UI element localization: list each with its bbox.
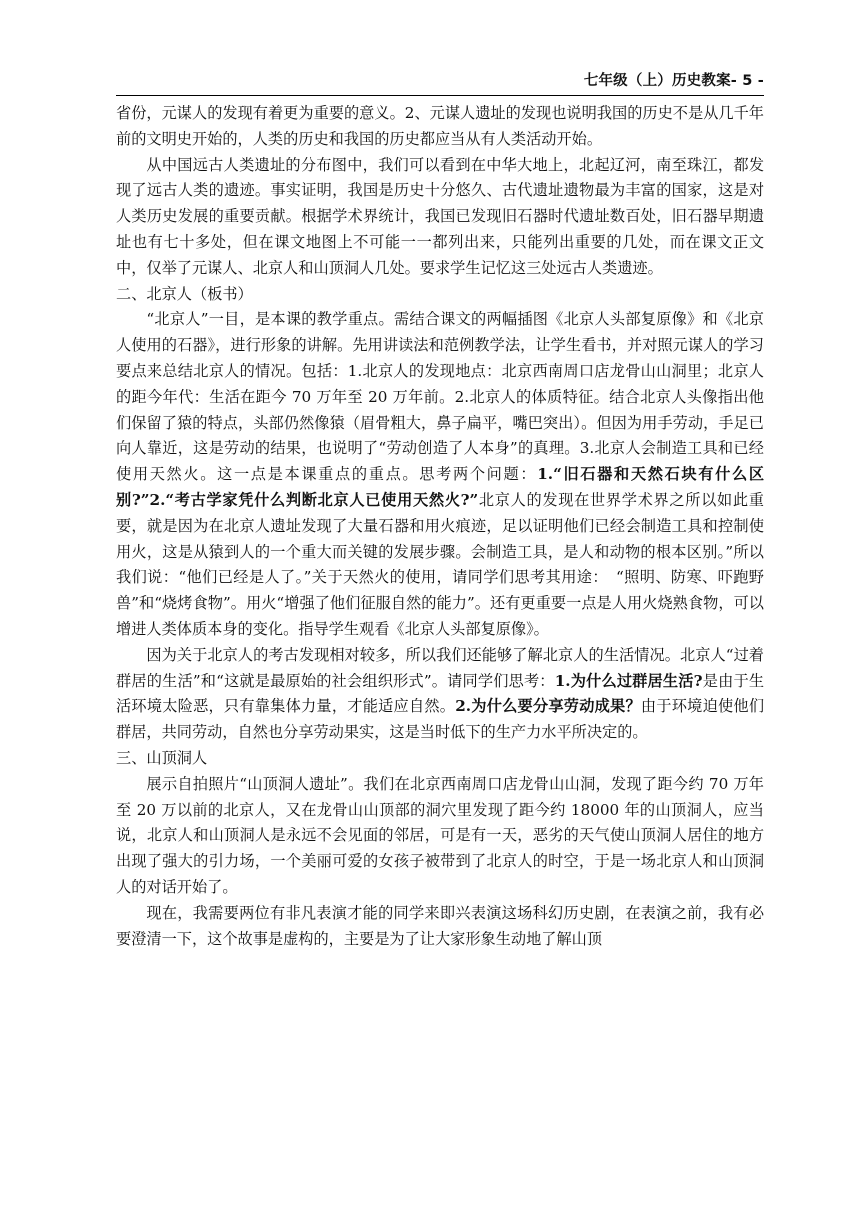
paragraph-text: 是由于生活环境太险恶，只有靠集体力量，才能适应自然。 <box>116 671 765 716</box>
paragraph-performance: 现在，我需要两位有非凡表演才能的同学来即兴表演这场科幻历史剧，在表演之前，我有必要澄清一下，这个故事是虚构的，主要是为了让大家形象生动地了解山顶 <box>116 903 764 948</box>
paragraph-text: 北京人的发现在世界学术界之所以如此重要，就是因为在北京人遗址发现了大量石器和用火痕迹，足以证明他们已经会制造工具和控制使用火，这是从猿到人的一个重大而关键的发展步骤。会制造工具，是人和动物的根本区别。”所以我们说：“他们已经是人了。”关于天然火的使用，请同学们思考其用途： “照明、防寒、吓跑野兽”和“烧烤食物”。用火“增强了他们征服自然的能力”。还有更重要一点是人用火烧熟食物，可以增进人类体质本身的变化。指导学生观看《北京人头部复原像》。 <box>116 490 764 638</box>
paragraph-site-distribution: 从中国远古人类遗址的分布图中，我们可以看到在中华大地上，北起辽河，南至珠江，都发现了远古人类的遗迹。事实证明，我国是历史十分悠久、古代遗址遗物最为丰富的国家，这是对人类历史发展的重要贡献。根据学术界统计，我国已发现旧石器时代遗址数百处，旧石器早期遗址也有七十多处，但在课文地图上不可能一一都列出来，只能列出重要的几处，而在课文正文中，仅举了元谋人、北京人和山顶洞人几处。要求学生记忆这三处远古人类遗迹。 <box>116 155 764 277</box>
paragraph-text: “北京人”一目，是本课的教学重点。需结合课文的两幅插图《北京人头部复原像》和《北京人使用的石器》，进行形象的讲解。先用讲读法和范例教学法，让学生看书，并对照元谋人的学习要点来总结北京人的情况。包括：1.北京人的发现地点：北京西南周口店龙骨山山洞里；北京人的距今年代：生活在距今 70 万年至 20 万年前。2.北京人的体质特征。结合北京人头像指出他们保留了猿的特点，头部仍然像猿（眉骨粗大，鼻子扁平，嘴巴突出）。但因为用手劳动，手足已向人靠近，这是劳动的结果，也说明了“劳动创造了人本身”的真理。3.北京人会制造工具和已经使用天然火。这一点是本课重点的重点。思考两个问题： <box>116 310 764 484</box>
section-heading-peking-man: 二、北京人（板书） <box>116 284 253 303</box>
paragraph-upper-cave-site: 展示自拍照片“山顶洞人遗址”。我们在北京西南周口店龙骨山山洞，发现了距今约 70 万年至 20 万以前的北京人，又在龙骨山山顶部的洞穴里发现了距今约 18000 年的山顶洞人，应当说，北京人和山顶洞人是永远不会见面的邻居，可是有一天，恶劣的天气使山顶洞人居住的地方出现了强大的引力场，一个美丽可爱的女孩子被带到了北京人的时空，于是一场北京人和山顶洞人的对话开始了。 <box>116 774 764 896</box>
paragraph-continuation: 省份，元谋人的发现有着更为重要的意义。2、元谋人遗址的发现也说明我国的历史不是从几千年前的文明史开始的，人类的历史和我国的历史都应当从有人类活动开始。 <box>116 104 764 148</box>
lesson-body <box>116 101 764 952</box>
bold-question-1: 1.为什么过群居生活? <box>554 671 703 690</box>
section-heading-upper-cave-man: 三、山顶洞人 <box>116 748 208 767</box>
page-header: 七年级（上）历史教案- 5 - <box>583 73 764 89</box>
bold-question-2: 2.为什么要分享劳动成果？ <box>455 697 641 716</box>
bold-questions: 1.“旧石器和天然石块有什么区别?”2.“考古学家凭什么判断北京人已使用天然火?” <box>116 465 765 509</box>
header-rule <box>116 95 764 96</box>
paragraph-peking-man <box>116 307 764 642</box>
paragraph-text: 由于环境迫使他们群居，共同劳动，自然也分享劳动果实，这是当时低下的生产力水平所决定的。 <box>116 697 765 742</box>
paragraph-peking-man-life <box>116 643 764 746</box>
paragraph-text: 因为关于北京人的考古发现相对较多，所以我们还能够了解北京人的生活情况。北京人“过着群居的生活”和“这就是最原始的社会组织形式”。请同学们思考： <box>116 645 764 690</box>
